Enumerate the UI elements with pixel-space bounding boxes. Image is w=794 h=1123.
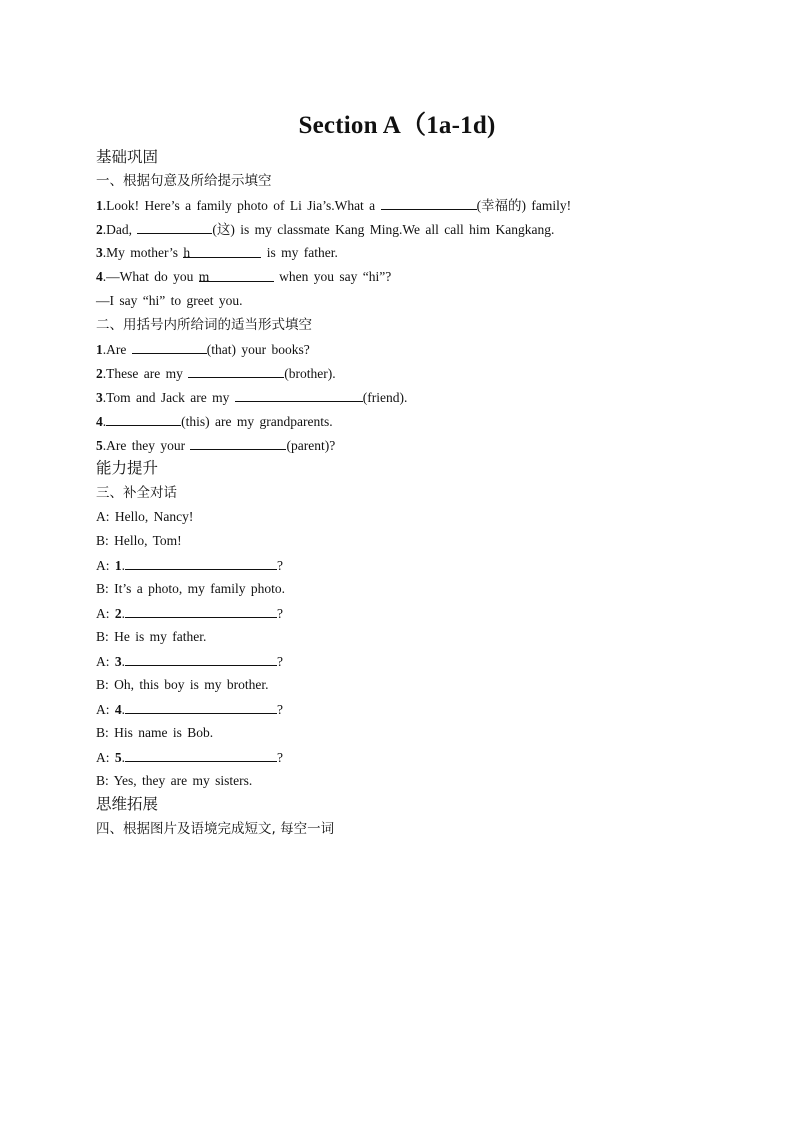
question-1-3 [96,244,338,262]
question-text-end: (幸福的) family! [476,198,572,213]
hint-letter: h [183,245,191,260]
dialog-question-2: A: 2. ? [96,606,283,621]
dialog-line: B: Hello, Tom! [96,533,182,548]
dialog-line: B: He is my father. [96,629,207,644]
question-number: 5 [96,438,103,453]
dialog-line: B: It’s a photo, my family photo. [96,581,285,596]
question-2-3 [96,388,407,407]
question-mark: ? [277,654,283,669]
dialog-line: A: Hello, Nancy! [96,509,194,524]
speaker-label: A: [96,750,115,765]
answer-blank[interactable] [183,244,261,258]
part-heading-2: 二、用括号内所给词的适当形式填空 [96,317,312,333]
question-number: 2 [114,606,122,621]
question-text: .—What do you [102,269,199,284]
question-text: .These are my [102,366,189,381]
part-heading-4: 四、根据图片及语境完成短文, 每空一词 [96,821,335,837]
speaker-label: A: [96,558,115,573]
question-number: 3 [96,245,103,260]
speaker-label: A: [96,702,115,717]
question-text-end: when you say “hi”? [273,269,392,284]
question-number: 2 [96,222,103,237]
answer-blank[interactable] [137,220,212,234]
question-number: 4 [96,269,103,284]
question-1-1 [96,196,571,215]
speaker-label: A: [96,654,115,669]
answer-blank[interactable] [106,412,181,426]
question-number: 3 [96,390,103,405]
question-mark: ? [277,702,283,717]
answer-blank[interactable] [381,196,477,210]
question-text-end: is my father. [261,245,338,260]
question-text: .Dad, [102,222,138,237]
question-mark: ? [277,750,283,765]
question-text-end: (brother). [284,366,336,381]
question-1-4-reply: —I say “hi” to greet you. [96,293,243,308]
question-text: . [102,414,107,429]
question-text: .Are [102,342,132,357]
part-heading-3: 三、补全对话 [96,485,177,501]
question-text: .Look! Here’s a family photo of Li Jia’s.What a [102,198,381,213]
answer-blank[interactable] [125,556,277,570]
question-number: 4 [114,702,122,717]
question-2-5 [96,436,335,455]
question-number: 2 [96,366,103,381]
question-text: .Tom and Jack are my [102,390,235,405]
question-2-4 [96,412,333,431]
answer-blank[interactable] [125,700,277,714]
speaker-label: A: [96,606,115,621]
answer-blank[interactable] [125,604,277,618]
question-number: 3 [114,654,122,669]
section-heading-ability: 能力提升 [96,459,159,477]
question-text-end: (that) your books? [206,342,310,357]
answer-blank[interactable] [132,340,207,354]
question-number: 4 [96,414,103,429]
answer-blank[interactable] [190,436,286,450]
question-2-2 [96,364,336,383]
question-text: .Are they your [102,438,191,453]
question-1-4 [96,268,391,286]
question-mark: ? [277,558,283,573]
part-heading-1: 一、根据句意及所给提示填空 [96,173,272,189]
dialog-line: B: His name is Bob. [96,725,214,740]
question-text-end: (这) is my classmate Kang Ming.We all call him Kangkang. [212,222,555,237]
dialog-question-3: A: 3. ? [96,654,283,669]
answer-blank[interactable] [125,652,277,666]
answer-blank[interactable] [125,748,277,762]
question-text-end: (friend). [362,390,408,405]
question-1-2 [96,220,554,239]
question-number: 1 [96,198,103,213]
question-text-end: (parent)? [286,438,336,453]
section-heading-basic: 基础巩固 [96,148,159,166]
hint-letter: m [198,269,210,284]
question-2-1 [96,340,310,359]
question-mark: ? [277,606,283,621]
question-text-end: (this) are my grandparents. [181,414,333,429]
dialog-line: B: Oh, this boy is my brother. [96,677,269,692]
dialog-question-1: A: 1. ? [96,558,283,573]
answer-blank[interactable] [235,388,363,402]
question-text: .My mother’s [102,245,184,260]
question-number: 1 [96,342,103,357]
answer-blank[interactable] [188,364,284,378]
page-title: Section A（1a-1d) [298,112,496,139]
dialog-question-5: A: 5. ? [96,750,283,765]
section-heading-extension: 思维拓展 [96,795,159,813]
dialog-question-4: A: 4. ? [96,702,283,717]
question-number: 1 [114,558,122,573]
question-number: 5 [114,750,122,765]
dialog-line: B: Yes, they are my sisters. [96,773,253,788]
answer-blank[interactable] [199,268,274,282]
